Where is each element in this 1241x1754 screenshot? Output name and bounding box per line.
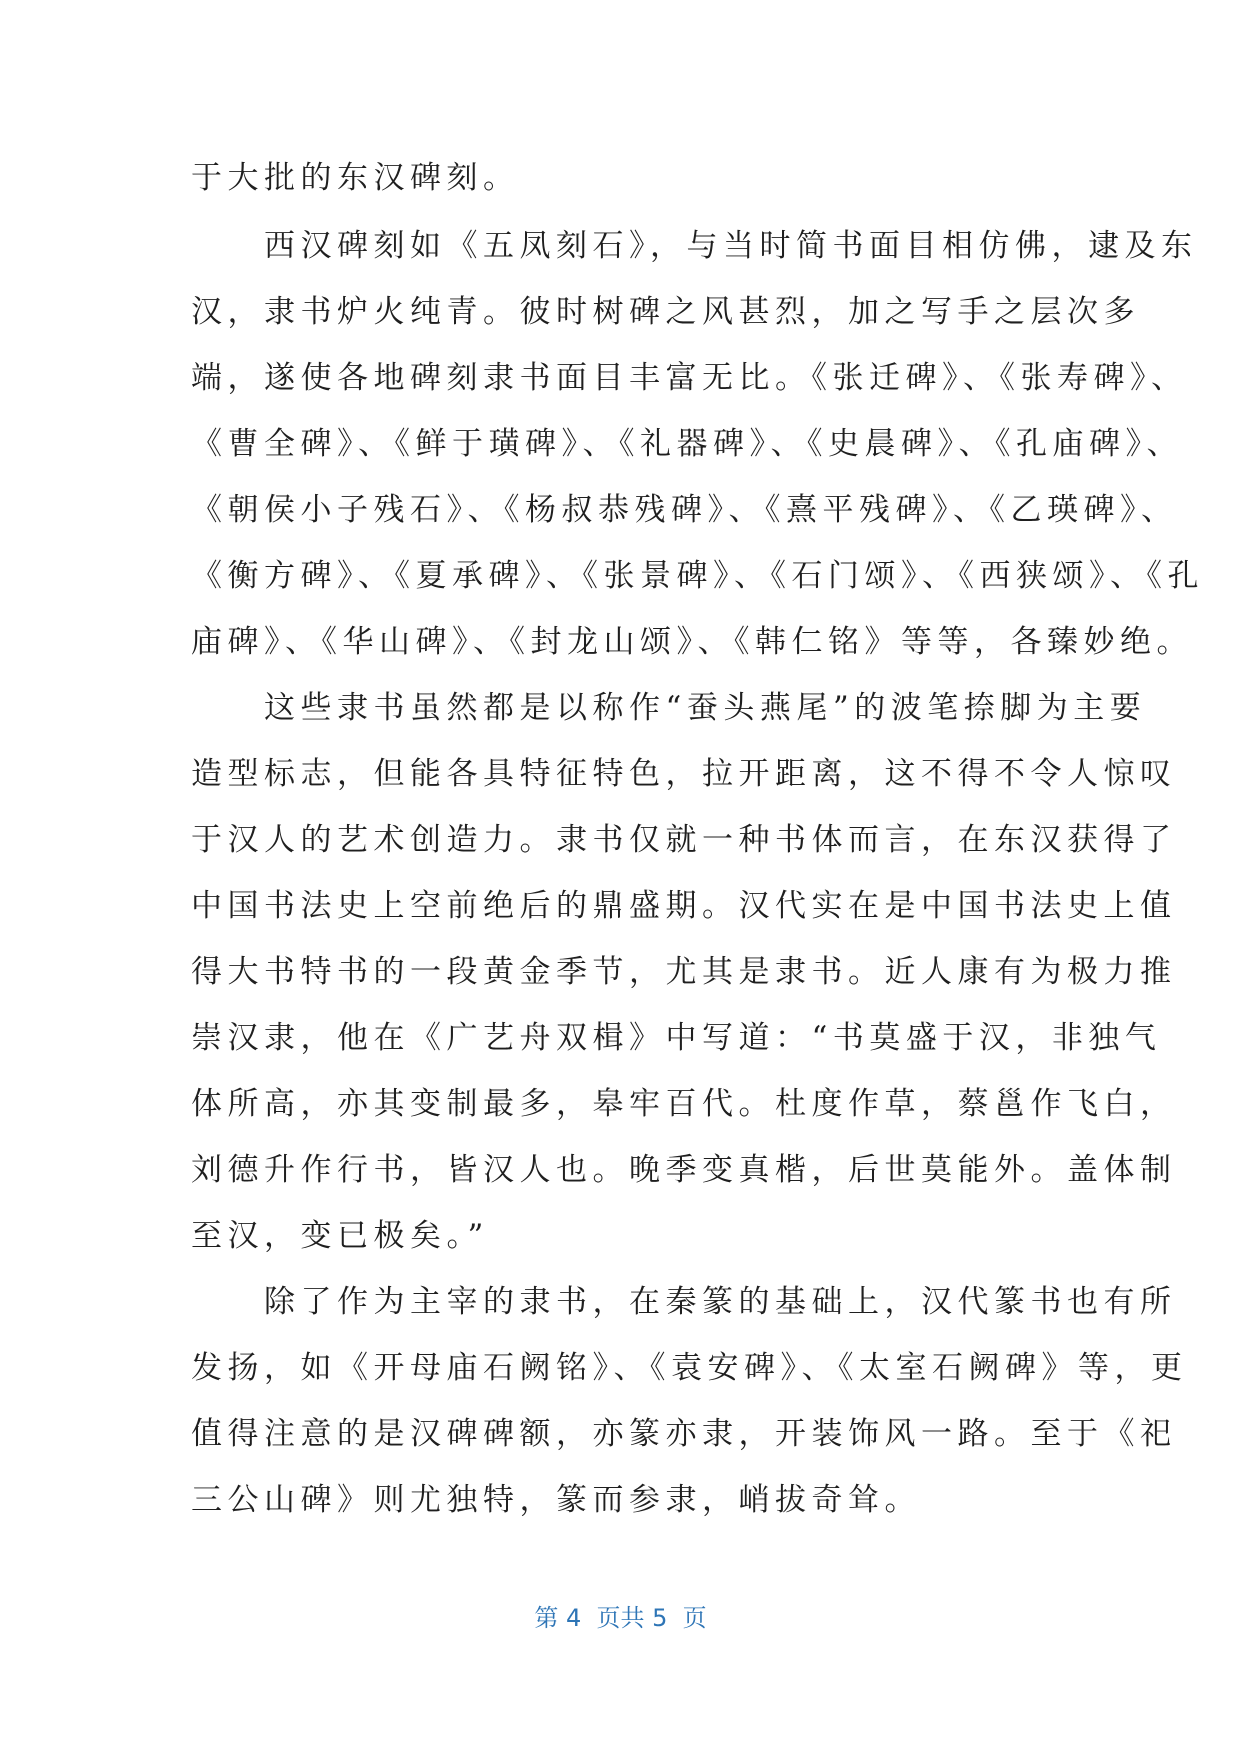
text-line: 除了作为主宰的隶书，在秦篆的基础上，汉代篆书也有所 <box>191 1284 1177 1320</box>
text-line: 庙碑》、《华山碑》、《封龙山颂》、《韩仁铭》等等，各臻妙绝。 <box>191 624 1193 660</box>
text-line: 三公山碑》则尤独特，篆而参隶，峭拔奇耸。 <box>191 1482 921 1518</box>
text-line: 值得注意的是汉碑碑额，亦篆亦隶，开装饰风一路。至于《祀 <box>191 1416 1177 1452</box>
text-line: 崇汉隶，他在《广艺舟双楫》中写道：“书莫盛于汉，非独气 <box>191 1020 1162 1056</box>
text-line: 体所高，亦其变制最多，皋牢百代。杜度作草，蔡邕作飞白， <box>191 1086 1177 1122</box>
text-line: 中国书法史上空前绝后的鼎盛期。汉代实在是中国书法史上值 <box>191 888 1177 924</box>
text-line: 于大批的东汉碑刻。 <box>191 160 520 196</box>
page-number-footer: 第 4 页共 5 页 <box>534 1604 707 1632</box>
text-line: 至汉，变已极矣。” <box>191 1218 489 1254</box>
text-line: 《衡方碑》、《夏承碑》、《张景碑》、《石门颂》、《西狭颂》、《孔 <box>191 558 1204 594</box>
text-line: 刘德升作行书，皆汉人也。晚季变真楷，后世莫能外。盖体制 <box>191 1152 1177 1188</box>
text-line: 《朝侯小子残石》、《杨叔恭残碑》、《熹平残碑》、《乙瑛碑》、 <box>191 492 1178 528</box>
text-line: 汉，隶书炉火纯青。彼时树碑之风甚烈，加之写手之层次多 <box>191 294 1140 330</box>
text-line: 端，遂使各地碑刻隶书面目丰富无比。《张迁碑》、《张寿碑》、 <box>191 360 1188 396</box>
text-line: 发扬，如《开母庙石阙铭》、《袁安碑》、《太室石阙碑》等，更 <box>191 1350 1188 1386</box>
text-line: 得大书特书的一段黄金季节，尤其是隶书。近人康有为极力推 <box>191 954 1177 990</box>
text-line: 造型标志，但能各具特征特色，拉开距离，这不得不令人惊叹 <box>191 756 1177 792</box>
text-line: 《曹全碑》、《鲜于璜碑》、《礼器碑》、《史晨碑》、《孔庙碑》、 <box>191 426 1183 462</box>
text-line: 于汉人的艺术创造力。隶书仅就一种书体而言，在东汉获得了 <box>191 822 1177 858</box>
text-line: 这些隶书虽然都是以称作“蚕头燕尾”的波笔捺脚为主要 <box>191 690 1147 726</box>
text-line: 西汉碑刻如《五凤刻石》，与当时简书面目相仿佛，逮及东 <box>191 228 1198 264</box>
